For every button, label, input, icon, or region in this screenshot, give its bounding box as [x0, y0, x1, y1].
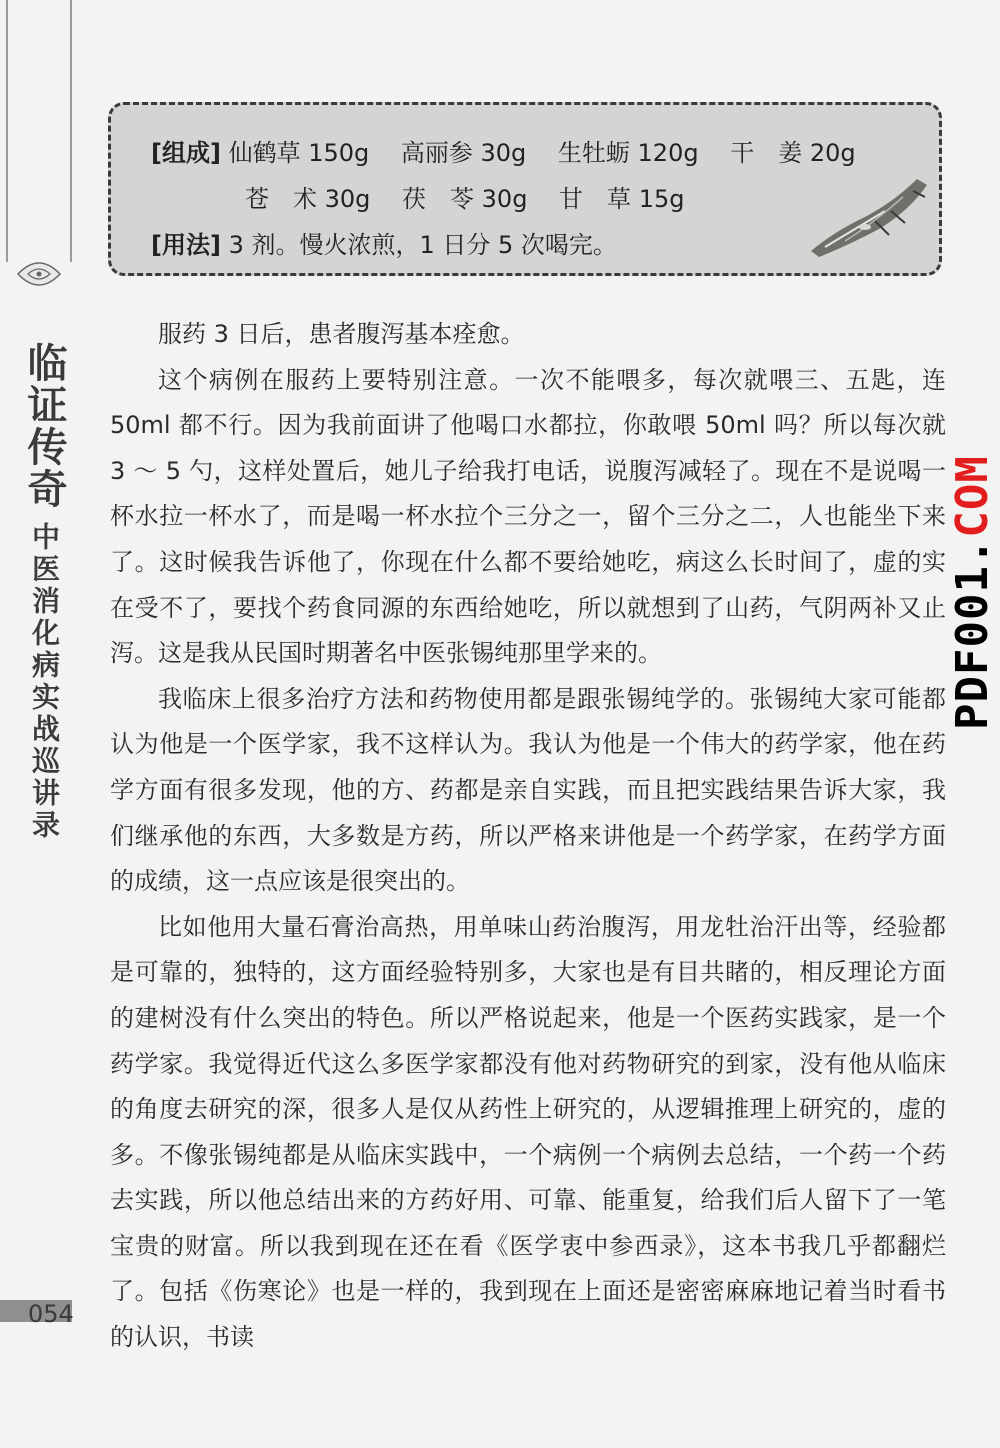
composition-row-2 — [245, 179, 684, 214]
usage-text: 3 剂。慢火浓煎，1 日分 5 次喝完。 — [228, 231, 617, 259]
watermark-suffix: COM — [947, 455, 998, 538]
sidebar-frame — [6, 0, 72, 262]
composition-label: [组成] — [151, 139, 221, 167]
herb-root-illustration — [805, 171, 935, 257]
watermark-prefix: PDF001. — [947, 537, 998, 730]
paragraph: 我临床上很多治疗方法和药物使用都是跟张锡纯学的。张锡纯大家可能都认为他是一个医学家，我不这样认为。我认为他是一个伟大的药学家，他在药学方面有很多发现，他的方、药都是亲自实践，而且把实践结果告诉大家，我们继承他的东西，大多数是方药，所以严格来讲他是一个药学家，在药学方面的成绩，这一点应该是很突出的。 — [110, 684, 946, 896]
composition-line-2: 苍 术 30g 茯 苓 30g 甘 草 15g — [245, 185, 685, 213]
body-text — [110, 312, 946, 1361]
watermark — [946, 455, 1000, 730]
paragraph: 这个病例在服药上要特别注意。一次不能喂多，每次就喂三、五匙，连 50ml 都不行。因为我前面讲了他喝口水都拉，你敢喂 50ml 吗？所以每次就 3 ～ 5 勺，这样处置后，她儿子给我打电话，说腹泻减轻了。现在不是说喝一杯水拉一杯水了，而是喝一杯水拉个三分之一，留个三分之二，人也能坐下来了。这时候我告诉他了，你现在什么都不要给她吃，病这么长时间了，虚的实在受不了，要找个药食同源的东西给她吃，所以就想到了山药，气阴两补又止泻。这是我从民国时期著名中医张锡纯那里学来的。 — [110, 365, 946, 668]
recipe-box — [108, 102, 942, 276]
book-subtitle: 中医消化病实战巡讲录 — [28, 522, 61, 842]
paragraph: 服药 3 日后，患者腹泻基本痊愈。 — [158, 320, 525, 348]
page-number: 054 — [28, 1300, 74, 1328]
paragraph: 比如他用大量石膏治高热，用单味山药治腹泻，用龙牡治汗出等，经验都是可靠的，独特的，这方面经验特别多，大家也是有目共睹的，相反理论方面的建树没有什么突出的特色。所以严格说起来，他是一个医药实践家，是一个药学家。我觉得近代这么多医学家都没有他对药物研究的到家，没有他从临床的角度去研究的深，很多人是仅从药性上研究的，从逻辑推理上研究的，虚的多。不像张锡纯都是从临床实践中，一个病例一个病例去总结，一个药一个药去实践，所以他总结出来的方药好用、可靠、能重复，给我们后人留下了一笔宝贵的财富。所以我到现在还在看《医学衷中参西录》，这本书我几乎都翻烂了。包括《伤寒论》也是一样的，我到现在上面还是密密麻麻地记着当时看书的认识，书读 — [110, 912, 946, 1352]
composition-row-1 — [151, 133, 856, 168]
book-title: 临证传奇 — [21, 342, 68, 510]
composition-line-1: 仙鹤草 150g 高丽参 30g 生牡蛎 120g 干 姜 20g — [228, 139, 856, 167]
usage-label: [用法] — [151, 231, 221, 259]
ornament-icon — [16, 258, 62, 290]
usage-row — [151, 225, 617, 260]
